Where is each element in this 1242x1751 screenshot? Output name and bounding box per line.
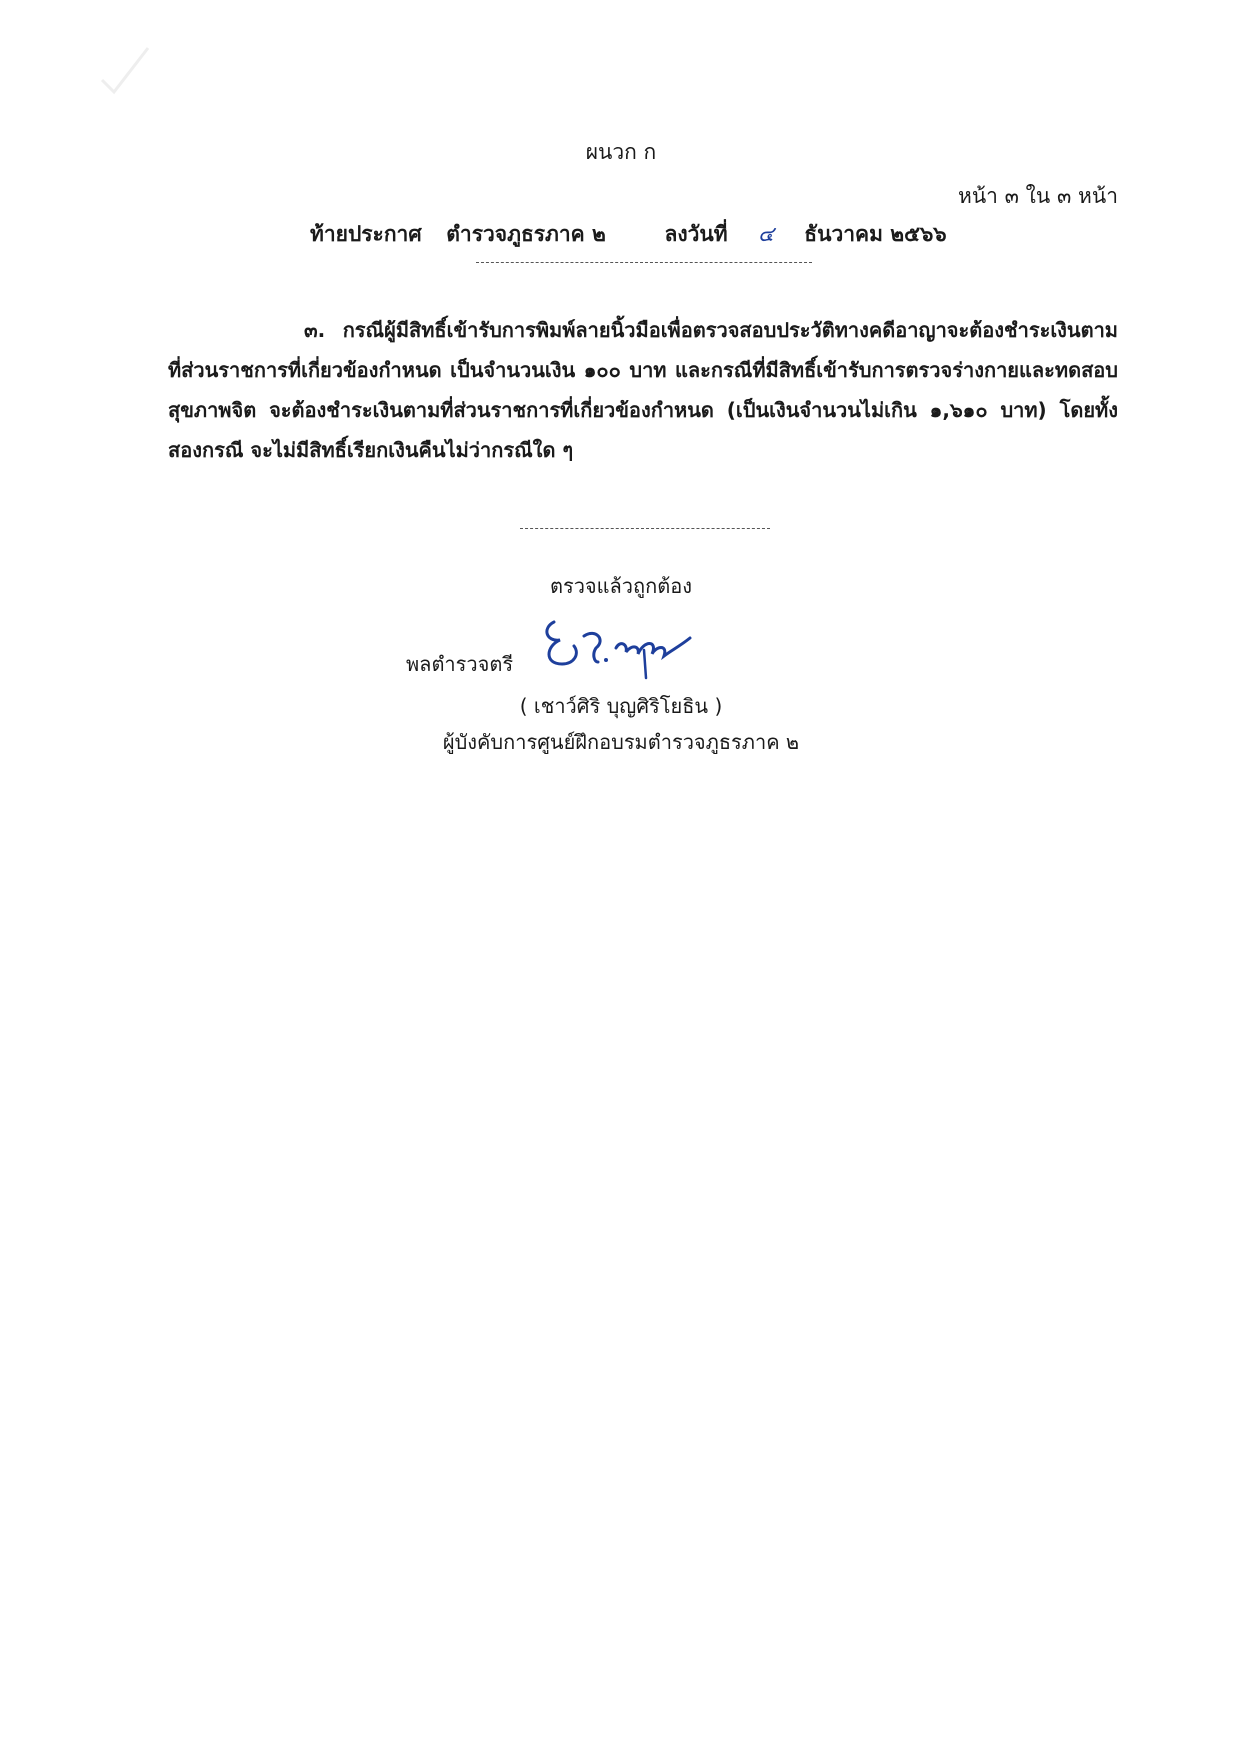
- signer-position: ผู้บังคับการศูนย์ฝึกอบรมตำรวจภูธรภาค ๒: [442, 730, 800, 754]
- annex-month-year: ธันวาคม ๒๕๖๖: [804, 222, 947, 246]
- annex-date-label: ลงวันที่: [664, 222, 728, 246]
- annex-reference-line: [310, 218, 947, 251]
- handwritten-signature: [540, 610, 700, 684]
- signer-name: ( เชาว์ศิริ บุญศิริโยธิน ): [519, 694, 723, 718]
- document-title: ผนวก ก: [585, 140, 657, 164]
- handwritten-day: ๔: [758, 222, 774, 246]
- page-number: หน้า ๓ ใน ๓ หน้า: [957, 184, 1118, 208]
- faint-check-mark: [100, 40, 160, 100]
- top-separator: [476, 262, 812, 263]
- middle-separator: [520, 528, 770, 529]
- signer-rank: พลตำรวจตรี: [406, 652, 514, 676]
- clause-text: ๓. กรณีผู้มีสิทธิ์เข้ารับการพิมพ์ลายนิ้วมือเพื่อตรวจสอบประวัติทางคดีอาญาจะต้องชำระเงินตามที่ส่วนราชการที่เกี่ยวข้องกำหนด เป็นจำนวนเงิน ๑๐๐ บาท และกรณีที่มีสิทธิ์เข้ารับการตรวจร่างกายและทดสอบสุขภาพจิต จะต้องชำระเงินตามที่ส่วนราชการที่เกี่ยวข้องกำหนด (เป็นเงินจำนวนไม่เกิน ๑,๖๑๐ บาท) โดยทั้งสองกรณี จะไม่มีสิทธิ์เรียกเงินคืนไม่ว่ากรณีใด ๆ: [168, 318, 1118, 462]
- verified-label: ตรวจแล้วถูกต้อง: [549, 574, 693, 598]
- clause-paragraph: [168, 310, 1118, 470]
- annex-prefix: ท้ายประกาศ: [310, 222, 422, 246]
- annex-issuer: ตำรวจภูธรภาค ๒: [446, 222, 606, 246]
